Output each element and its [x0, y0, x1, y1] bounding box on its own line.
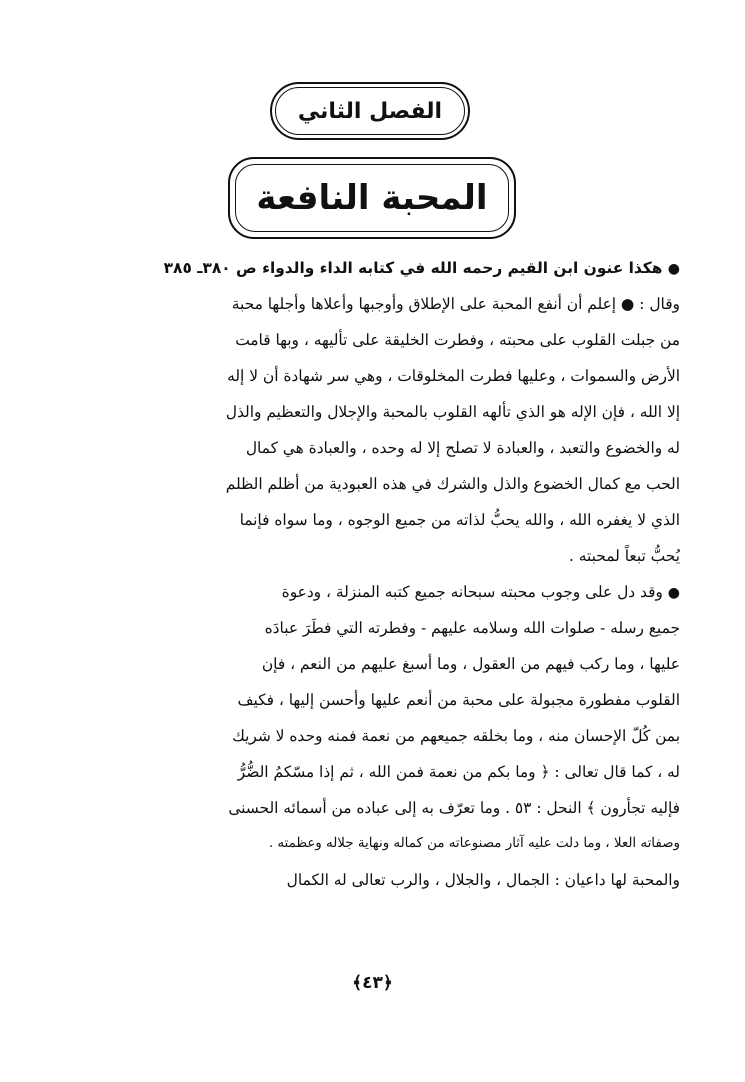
text-line: عليها ، وما ركب فيهم من العقول ، وما أسبغ عليهم من النعم ، فإن: [261, 655, 680, 673]
chapter-label: الفصل الثاني: [297, 98, 443, 124]
text-line: يُحبُّ تبعاً لمحبته .: [568, 547, 680, 565]
text-line: له والخضوع والتعبد ، والعبادة لا تصلح إلا له وحده ، والعبادة هي كمال: [245, 439, 680, 457]
title-box: [228, 157, 516, 239]
text-line: ● هكذا عنون ابن القيم رحمه الله في كتابه الداء والدواء ص ٣٨٠ـ ٣٨٥: [163, 259, 680, 277]
text-line: جميع رسله - صلوات الله وسلامه عليهم - وفطرته التي فطَرَ عبادَه: [264, 619, 680, 637]
bullet-icon: ●: [667, 585, 680, 601]
text-line: فإليه تجأرون ﴾ النحل : ٥٣ . وما تعرّف به إلى عباده من أسمائه الحسنى: [228, 799, 680, 817]
bullet-icon: ●: [667, 261, 680, 277]
text-line: ● وقد دل على وجوب محبته سبحانه جميع كتبه المنزلة ، ودعوة: [281, 583, 680, 601]
text-line: القلوب مفطورة مجبولة على محبة من أنعم عليها وأحسن إليها ، فكيف: [237, 691, 680, 709]
text-line: من جبلت القلوب على محبته ، وفطرت الخليقة على تأليهه ، وبها قامت: [235, 331, 680, 349]
text-line: والمحبة لها داعيان : الجمال ، والجلال ، والرب تعالى له الكمال: [286, 871, 680, 889]
text-line: وصفاته العلا ، وما دلت عليه آثار مصنوعاته من كماله ونهاية جلاله وعظمته .: [268, 836, 680, 851]
text-line: الحب مع كمال الخضوع والذل والشرك في هذه العبودية من أظلم الظلم: [225, 475, 680, 493]
text-line: الذي لا يغفره الله ، والله يحبُّ لذاته من جميع الوجوه ، وما سواه فإنما: [239, 511, 680, 529]
page-number: ﴿٤٣﴾: [352, 973, 393, 993]
text-line: إلا الله ، فإن الإله هو الذي تألهه القلوب بالمحبة والإجلال والتعظيم والذل: [225, 403, 680, 421]
text-line: وقال : ● إعلم أن أنفع المحبة على الإطلاق وأوجبها وأعلاها وأجلها محبة: [231, 295, 680, 313]
body-text: [66, 250, 680, 898]
text-line: بمن كُلّ الإحسان منه ، وما بخلقه جميعهم من نعمة فمنه وحده لا شريك: [232, 727, 680, 745]
text-line: الأرض والسموات ، وعليها فطرت المخلوقات ، وهي سر شهادة أن لا إله: [227, 367, 680, 385]
chapter-badge: [270, 82, 470, 140]
text-line: له ، كما قال تعالى : ﴿ وما بكم من نعمة فمن الله ، ثم إذا مسّكمُ الضُّرُّ: [237, 763, 680, 781]
section-title: المحبة النافعة: [256, 178, 488, 218]
